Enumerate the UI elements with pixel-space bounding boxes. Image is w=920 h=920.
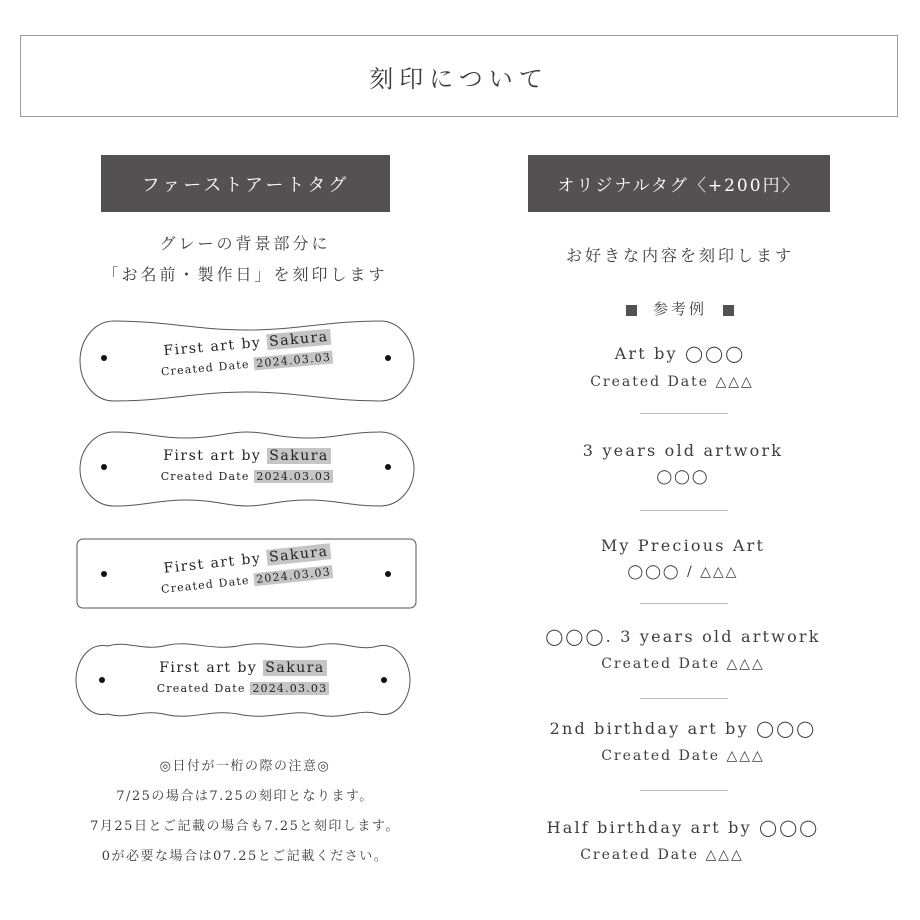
tag-name-highlight: Sakura (269, 448, 329, 464)
notes-line: 7月25日とご記載の場合も7.25と刻印します。 (90, 819, 400, 834)
tag-name-highlight: Sakura (265, 660, 325, 676)
original-tag-header: オリジナルタグ〈+200円〉 (528, 155, 830, 212)
tag-date-label: Created Date (160, 573, 251, 596)
example-6-line-1: Half birthday art by ◯◯◯ (546, 818, 820, 837)
tag-date-highlight: 2024.03.03 (252, 682, 328, 695)
tag-date-highlight: 2024.03.03 (255, 350, 332, 371)
original-tag-description: お好きな内容を刻印します (565, 246, 794, 265)
example-3-line-2: ◯◯◯ / △△△ (627, 564, 739, 580)
tag-prefix: First art by (162, 550, 263, 577)
example-3-line-1: My Precious Art (600, 536, 766, 555)
tag-name-highlight: Sakura (268, 543, 330, 566)
tag-date-highlight: 2024.03.03 (255, 565, 332, 586)
description-line: 「お名前・製作日」を刻印します (102, 265, 388, 284)
notes-line: 0が必要な場合は07.25とご記載ください。 (101, 849, 389, 864)
description-line: グレーの背景部分に (159, 234, 331, 253)
tag-date-label: Created Date (156, 682, 246, 695)
tag-name-highlight: Sakura (268, 328, 330, 351)
divider (640, 510, 728, 511)
tag-line-2 (76, 470, 418, 483)
tag-sample-scalloped (72, 640, 414, 720)
divider (640, 698, 728, 699)
example-6-line-2: Created Date △△△ (580, 847, 744, 863)
example-4-line-1: ◯◯◯. 3 years old artwork (545, 627, 821, 646)
example-4-line-2: Created Date △△△ (601, 656, 765, 672)
tag-date-highlight: 2024.03.03 (256, 470, 332, 483)
example-1-line-2: Created Date △△△ (590, 374, 754, 390)
tag-sample-bubbly (76, 428, 418, 510)
date-notes (20, 752, 470, 872)
example-2-line-2: ◯◯◯ (656, 469, 710, 485)
notes-heading: ◎日付が一桁の際の注意◎ (159, 759, 331, 774)
examples-label-text: 参考例 (652, 300, 707, 318)
tag-line-2 (72, 682, 414, 695)
tag-outline (72, 640, 414, 720)
example-5-line-2: Created Date △△△ (601, 748, 765, 764)
tag-line-1 (72, 660, 414, 676)
divider (640, 413, 728, 414)
square-icon (723, 305, 734, 316)
page-title: 刻印について (20, 35, 898, 117)
example-2-line-1: 3 years old artwork (582, 441, 784, 460)
first-art-tag-header: ファーストアートタグ (101, 155, 390, 212)
divider (640, 603, 728, 604)
example-1-line-1: Art by ◯◯◯ (614, 344, 746, 363)
tag-prefix: First art by (159, 660, 258, 676)
tag-date-label: Created Date (160, 357, 251, 379)
tag-outline (76, 428, 418, 510)
divider (640, 790, 728, 791)
tag-line-1 (76, 448, 418, 464)
tag-sample-wavy (76, 318, 418, 404)
examples-label (480, 298, 880, 319)
notes-line: 7/25の場合は7.25の刻印となります。 (116, 789, 374, 804)
first-art-tag-description (50, 228, 440, 290)
tag-sample-rectangle (76, 538, 418, 610)
tag-prefix: First art by (163, 448, 262, 464)
square-icon (626, 305, 637, 316)
tag-prefix: First art by (162, 334, 262, 360)
example-5-line-1: 2nd birthday art by ◯◯◯ (549, 719, 817, 738)
tag-date-label: Created Date (160, 470, 250, 483)
